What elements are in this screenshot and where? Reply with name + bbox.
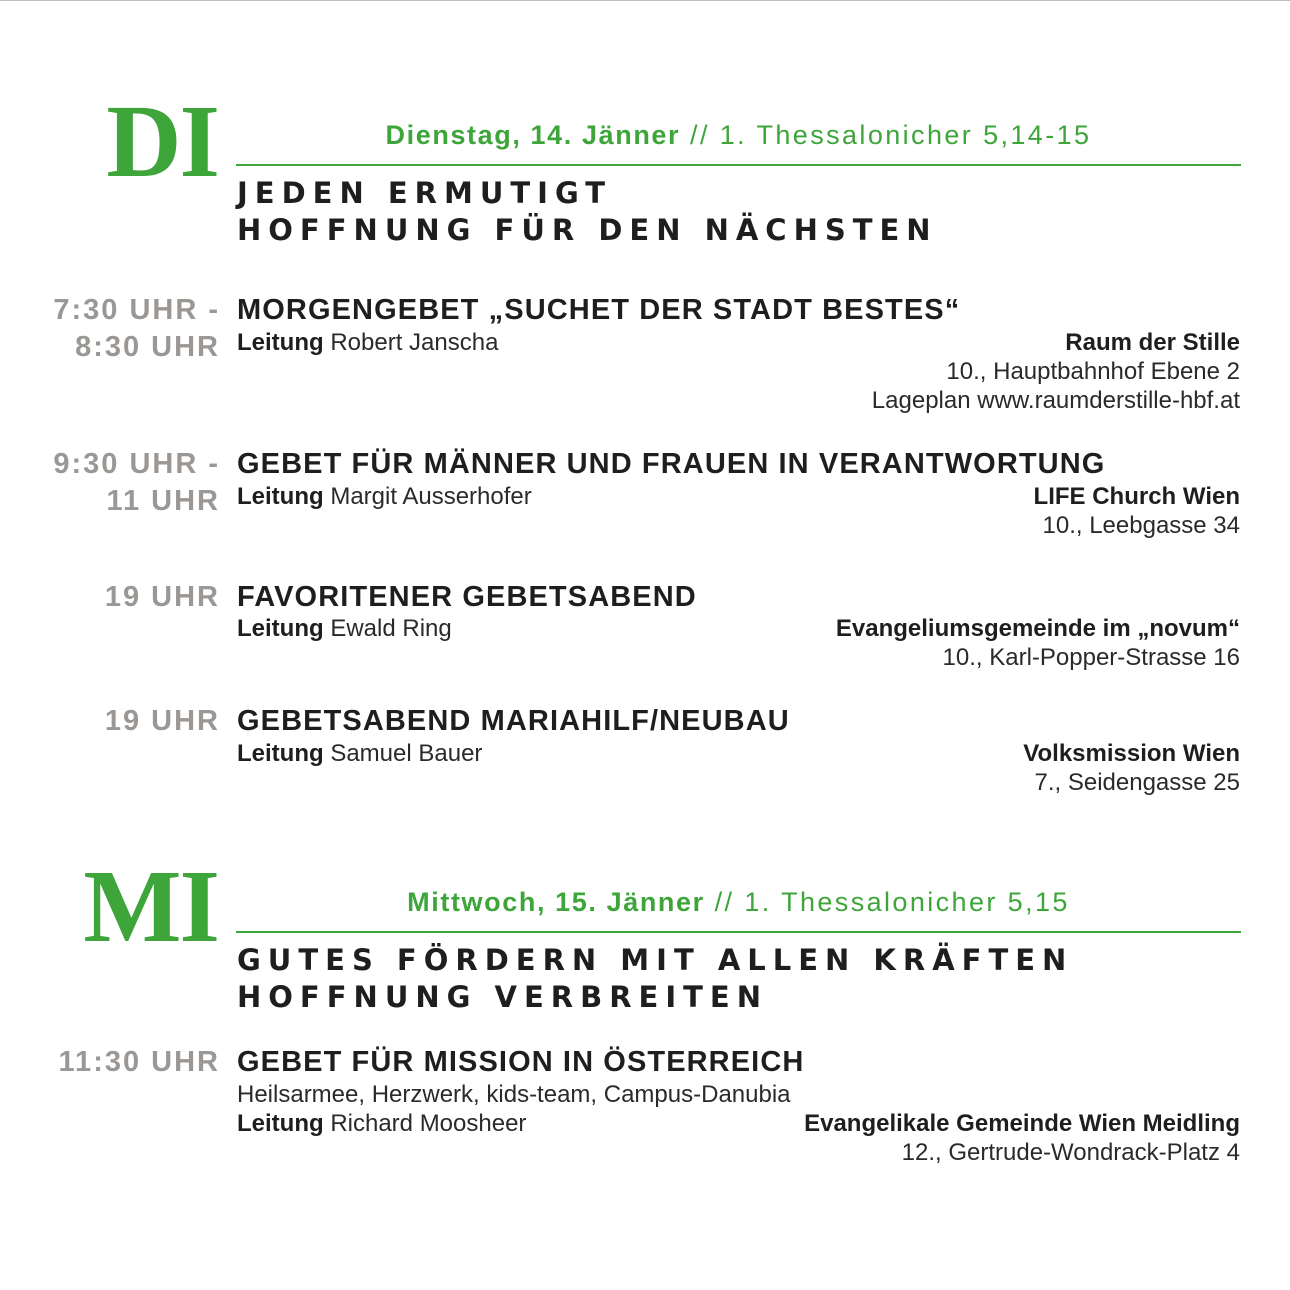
scripture-reference: // 1. Thessalonicher 5,14-15 bbox=[680, 120, 1092, 150]
time-line: 19 UHR bbox=[104, 705, 220, 737]
leader-label: Leitung bbox=[237, 329, 324, 356]
event-title: GEBETSABEND MARIAHILF/NEUBAU bbox=[237, 705, 790, 737]
event-time bbox=[59, 1044, 220, 1081]
event-location bbox=[804, 1109, 1240, 1167]
event-time bbox=[105, 579, 220, 616]
event-time bbox=[53, 292, 220, 366]
day-date: Dienstag, 14. Jänner bbox=[385, 120, 681, 150]
day-divider bbox=[236, 164, 1241, 166]
event-subtitle: Heilsarmee, Herzwerk, kids-team, Campus-Danubia bbox=[237, 1081, 791, 1108]
time-line: 9:30 UHR - bbox=[53, 448, 220, 480]
venue-name: Raum der Stille bbox=[1065, 329, 1240, 356]
venue-name: Volksmission Wien bbox=[1023, 740, 1240, 767]
event-location bbox=[872, 328, 1240, 415]
venue-address: 10., Hauptbahnhof Ebene 2 bbox=[946, 358, 1240, 385]
event-location bbox=[836, 614, 1240, 672]
leader-name: Ewald Ring bbox=[323, 615, 452, 642]
venue-address: 12., Gertrude-Wondrack-Platz 4 bbox=[901, 1139, 1240, 1166]
leader-name: Margit Ausserhofer bbox=[323, 483, 532, 510]
event-title: GEBET FÜR MÄNNER UND FRAUEN IN VERANTWORTUNG bbox=[237, 448, 1106, 480]
event-time bbox=[53, 446, 220, 520]
event-leader bbox=[237, 1109, 526, 1138]
leader-name: Samuel Bauer bbox=[323, 740, 483, 767]
event-leader bbox=[237, 482, 532, 511]
venue-address: 10., Karl-Popper-Strasse 16 bbox=[942, 644, 1240, 671]
event-leader bbox=[237, 328, 498, 357]
theme-line: JEDEN ERMUTIGT bbox=[237, 176, 613, 210]
time-line: 7:30 UHR - bbox=[53, 294, 220, 326]
venue-name: Evangeliumsgemeinde im „novum“ bbox=[835, 615, 1240, 642]
theme-line: HOFFNUNG VERBREITEN bbox=[237, 980, 769, 1014]
event-leader bbox=[237, 739, 482, 768]
day-divider bbox=[236, 931, 1241, 933]
leader-label: Leitung bbox=[237, 1110, 324, 1137]
event-title: GEBET FÜR MISSION IN ÖSTERREICH bbox=[237, 1046, 805, 1078]
day-heading bbox=[236, 122, 1241, 149]
event-location bbox=[1034, 482, 1240, 540]
leader-label: Leitung bbox=[237, 740, 324, 767]
leader-label: Leitung bbox=[237, 483, 324, 510]
leader-name: Robert Janscha bbox=[323, 329, 499, 356]
time-line: 11 UHR bbox=[106, 485, 220, 517]
event-time bbox=[105, 703, 220, 740]
leader-name: Richard Moosheer bbox=[323, 1110, 527, 1137]
theme-line: GUTES FÖRDERN MIT ALLEN KRÄFTEN bbox=[237, 943, 1074, 977]
venue-name: Evangelikale Gemeinde Wien Meidling bbox=[804, 1110, 1240, 1137]
venue-map-link: Lageplan www.raumderstille-hbf.at bbox=[871, 387, 1240, 414]
leader-label: Leitung bbox=[237, 615, 324, 642]
time-line: 11:30 UHR bbox=[58, 1046, 220, 1078]
event-title: FAVORITENER GEBETSABEND bbox=[237, 581, 697, 613]
day-heading bbox=[236, 889, 1241, 916]
event-location bbox=[1023, 739, 1240, 797]
day-date: Mittwoch, 15. Jänner bbox=[407, 887, 705, 917]
event-leader bbox=[237, 614, 452, 643]
day-abbreviation: DI bbox=[106, 84, 218, 199]
venue-name: LIFE Church Wien bbox=[1033, 483, 1240, 510]
time-line: 8:30 UHR bbox=[75, 331, 220, 363]
day-theme bbox=[237, 942, 1073, 1016]
time-line: 19 UHR bbox=[104, 581, 220, 613]
day-theme bbox=[237, 175, 938, 249]
top-border bbox=[0, 0, 1290, 1]
venue-address: 7., Seidengasse 25 bbox=[1034, 769, 1240, 796]
theme-line: HOFFNUNG FÜR DEN NÄCHSTEN bbox=[237, 213, 938, 247]
venue-address: 10., Leebgasse 34 bbox=[1042, 512, 1240, 539]
event-title: MORGENGEBET „SUCHET DER STADT BESTES“ bbox=[237, 294, 961, 326]
scripture-reference: // 1. Thessalonicher 5,15 bbox=[704, 887, 1070, 917]
day-abbreviation: MI bbox=[83, 849, 218, 964]
